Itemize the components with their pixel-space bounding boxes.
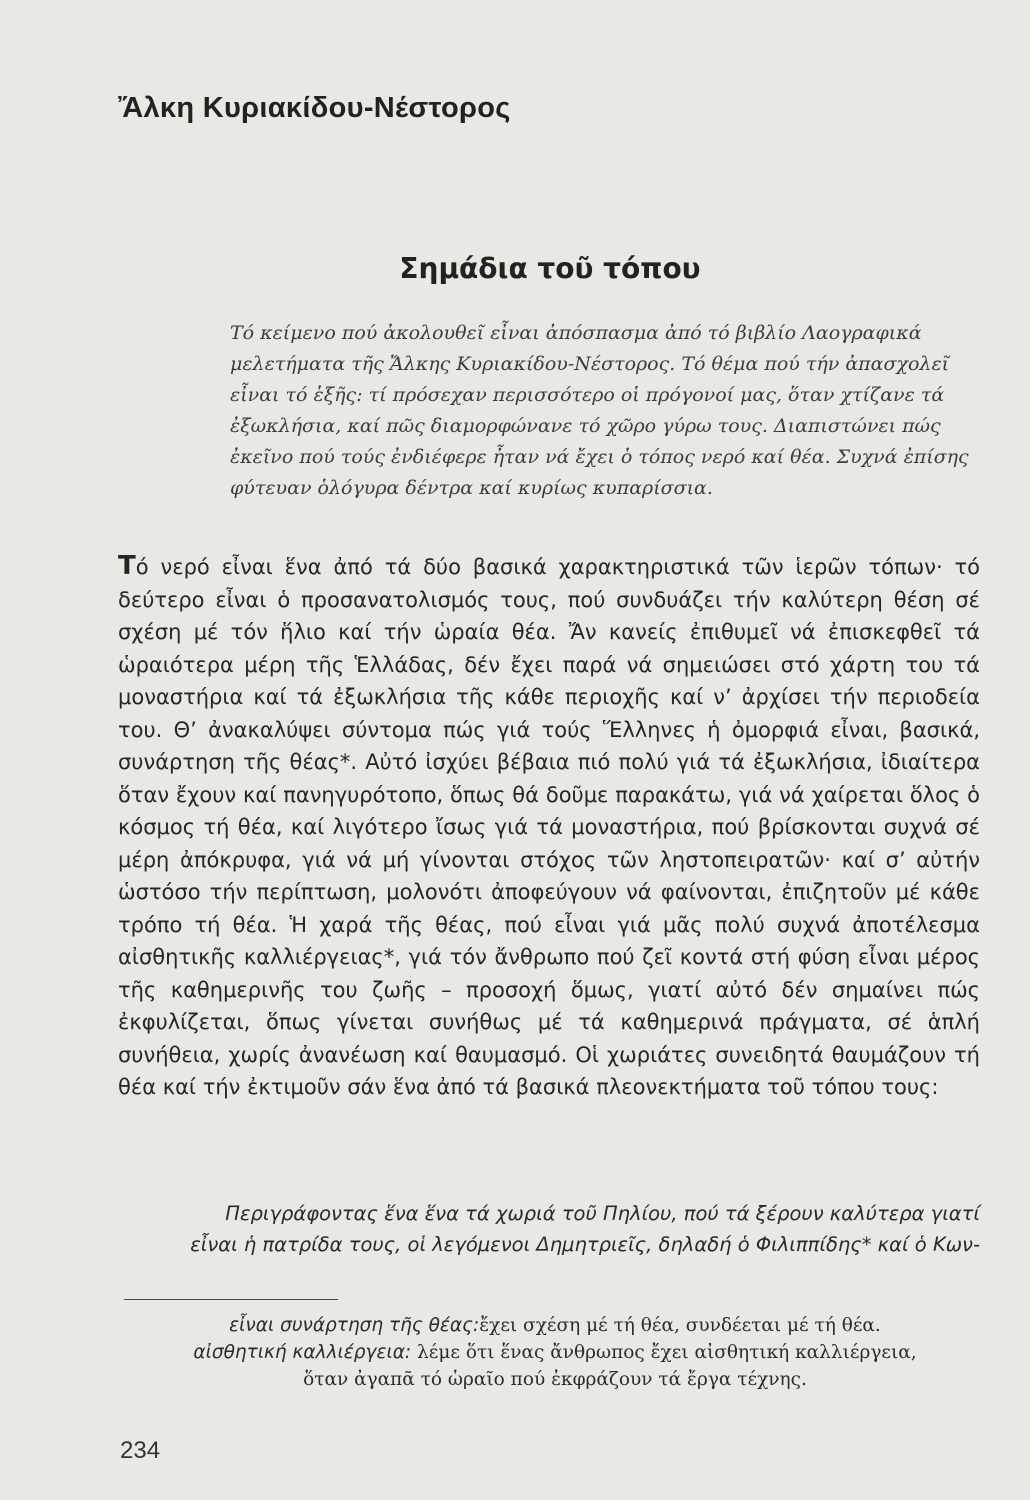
footnote-1 <box>120 1312 990 1339</box>
footnote-2 <box>120 1339 990 1366</box>
intro-paragraph: Τό κείμενο πού ἀκολουθεῖ εἶναι ἀπόσπασμα ἀπό τό βιβλίο Λαογραφικά μελετήματα τῆς Ἄλκης Κυριακίδου-Νέστορος. Τό θέμα πού τήν ἀπασχολεῖ εἶναι τό ἑξῆς: τί πρόσεχαν περισσότερο οἱ πρόγονοί μας, ὅταν χτίζανε τά ἐξωκλήσια, καί πῶς διαμορφώνανε τό χῶρο γύρω τους. Διαπιστώνει πώς ἐκεῖνο πού τούς ἐνδιέφερε ἦταν νά ἔχει ὁ τόπος νερό καί θέα. Συχνά ἐπίσης φύτευαν ὁλόγυρα δέντρα καί κυρίως κυπαρίσσια. <box>230 322 969 499</box>
footnote-term: αἰσθητική καλλιέργεια: <box>193 1342 412 1363</box>
quote-block <box>118 1198 980 1260</box>
page-number: 234 <box>120 1437 161 1464</box>
footnote-divider <box>124 1299 338 1300</box>
footnotes <box>120 1312 990 1393</box>
footnote-2-continued <box>120 1366 990 1393</box>
chapter-title: Σημάδια τοῦ τόπου <box>399 252 701 285</box>
quote-line-1: Περιγράφοντας ἕνα ἕνα τά χωριά τοῦ Πηλίου, πού τά ξέρουν καλύτερα γιατί <box>225 1202 980 1225</box>
footnote-term: εἶναι συνάρτηση τῆς θέας: <box>229 1315 480 1336</box>
main-paragraph <box>118 550 980 1104</box>
main-paragraph-text: ό νερό εἶναι ἕνα ἀπό τά δύο βασικά χαρακτηριστικά τῶν ἱερῶν τόπων· τό δεύτερο εἶναι ὁ προσανατολισμός τους, πού συνδυάζει τήν καλύτερη θέση σέ σχέση μέ τόν ἥλιο καί τήν ὡραία θέα. Ἄν κανείς ἐπιθυμεῖ νά ἐπισκεφθεῖ τά ὡραιότερα μέρη τῆς Ἑλλάδας, δέν ἔχει παρά νά σημειώσει στό χάρτη του τά μοναστήρια καί τά ἐξωκλήσια τῆς κάθε περιοχῆς καί ν’ ἀρχίσει τήν περιοδεία του. Θ’ ἀνακαλύψει σύντομα πώς γιά τούς Ἕλληνες ἡ ὀμορφιά εἶναι, βασικά, συνάρτηση τῆς θέας*. Αὐτό ἰσχύει βέβαια πιό πολύ γιά τά ἐξωκλήσια, ἰδιαίτερα ὅταν ἔχουν καί πανηγυρότοπο, ὅπως θά δοῦμε παρακάτω, γιά νά χαίρεται ὅλος ὁ κόσμος τή θέα, καί λιγότερο ἴσως γιά τά μοναστήρια, πού βρίσκονται συχνά σέ μέρη ἀπόκρυφα, γιά νά μή γίνονται στόχος τῶν ληστοπειρατῶν· καί σ’ αὐτήν ὡστόσο τήν περίπτωση, μολονότι ἀποφεύγουν νά φαίνονται, ἐπιζητοῦν μέ κάθε τρόπο τή θέα. Ἡ χαρά τῆς θέας, πού εἶναι γιά μᾶς πολύ συχνά ἀποτέλεσμα αἰσθητικῆς καλλιέργειας*, γιά τόν ἄνθρωπο πού ζεῖ κοντά στή φύση εἶναι μέρος τῆς καθημερινῆς του ζωῆς – προσοχή ὅμως, γιατί αὐτό δέν σημαίνει πώς ἐκφυλίζεται, ὅπως γίνεται συνήθως μέ τά καθημερινά πράγματα, σέ ἁπλή συνήθεια, χωρίς ἀνανέωση καί θαυμασμό. Οἱ χωριάτες συνειδητά θαυμάζουν τή θέα καί τήν ἐκτιμοῦν σάν ἕνα ἀπό τά βασικά πλεονεκτήματα τοῦ τόπου τους: <box>118 555 980 1099</box>
footnote-text: λέμε ὅτι ἕνας ἄνθρωπος ἔχει αἰσθητική καλλιέργεια, <box>411 1342 917 1363</box>
footnote-text: ἔχει σχέση μέ τή θέα, συνδέεται μέ τή θέα. <box>479 1315 881 1336</box>
quote-line-2: εἶναι ἡ πατρίδα τους, οἱ λεγόμενοι Δημητριεῖς, δηλαδή ὁ Φιλιππίδης* καί ὁ Κων- <box>190 1233 980 1256</box>
drop-initial: Τ <box>118 551 136 581</box>
author-name: Ἄλκη Κυριακίδου-Νέστορος <box>118 92 511 124</box>
footnote-text: ὅταν ἀγαπᾶ τό ὡραῖο πού ἐκφράζουν τά ἔργα τέχνης. <box>303 1369 807 1390</box>
